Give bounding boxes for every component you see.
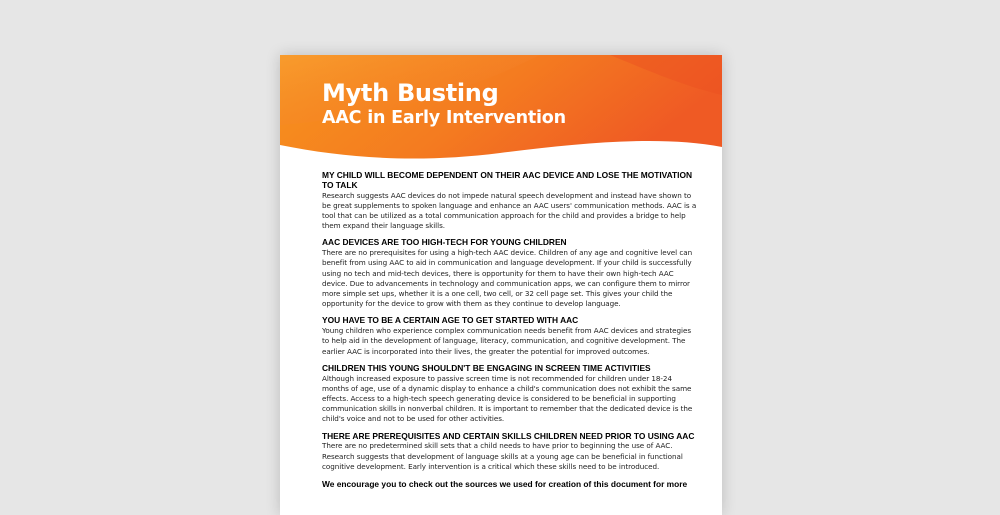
myth-section	[322, 171, 700, 231]
closing-text: We encourage you to check out the sources we used for creation of this document for more	[322, 479, 688, 490]
myth-section	[322, 238, 700, 309]
section-body: There are no predetermined skill sets that a child needs to have prior to beginning the use of AAC. Research suggests that development of language skills at a young age can be beneficial in functional cognitive development. Early intervention is a critical which these skills need to be introduced.	[322, 441, 683, 471]
header-banner	[280, 55, 722, 175]
section-body: Research suggests AAC devices do not impede natural speech development and instead have shown to be great supplements to spoken language and enhance an AAC users' communication methods. AAC is a tool that can be utilized as a total communication approach for the child and provides a bridge to help them expand their language skills.	[322, 190, 697, 231]
section-body: Young children who experience complex communication needs benefit from AAC devices and strategies to help aid in the development of language, literacy, communication, and cognitive development. The earlier AAC is incorporated into their lives, the greater the potential for improved outcomes.	[322, 326, 692, 356]
section-heading: THERE ARE PREREQUISITES AND CERTAIN SKILLS CHILDREN NEED PRIOR TO USING AAC	[322, 430, 695, 441]
document-title: Myth Busting	[322, 79, 499, 107]
section-body: There are no prerequisites for using a high-tech AAC device. Children of any age and cognitive level can benefit from using AAC to aid in communication and language development. If your child is successfully using no tech and mid-tech devices, there is opportunity for them to have their own high-tech AAC device. Due to advancements in technology and communication apps, we can configure them to mirror more simple set ups, whether it is a one cell, two cell, or 32 cell page set. This gives your child the opportunity for the device to grow with them as they continue to develop language.	[322, 248, 693, 309]
section-body: Although increased exposure to passive screen time is not recommended for children under 18-24 months of age, use of a dynamic display to enhance a child's communication does not exhibit the same effects. Access to a high-tech speech generating device is considered to be beneficial in supporting communication skills in nonverbal children. It is important to remember that the dedicated device is the child's voice and not to be used for other activities.	[322, 373, 693, 424]
document-page	[280, 55, 722, 515]
document-body	[322, 171, 700, 489]
section-heading: CHILDREN THIS YOUNG SHOULDN'T BE ENGAGING IN SCREEN TIME ACTIVITIES	[322, 362, 651, 373]
myth-section	[322, 364, 700, 425]
section-heading: AAC DEVICES ARE TOO HIGH-TECH FOR YOUNG CHILDREN	[322, 237, 567, 248]
myth-section	[322, 432, 700, 472]
myth-section	[322, 316, 700, 356]
section-heading: YOU HAVE TO BE A CERTAIN AGE TO GET STARTED WITH AAC	[322, 315, 579, 326]
section-heading: MY CHILD WILL BECOME DEPENDENT ON THEIR AAC DEVICE AND LOSE THE MOTIVATION TO TALK	[322, 170, 693, 190]
document-subtitle: AAC in Early Intervention	[322, 108, 566, 128]
